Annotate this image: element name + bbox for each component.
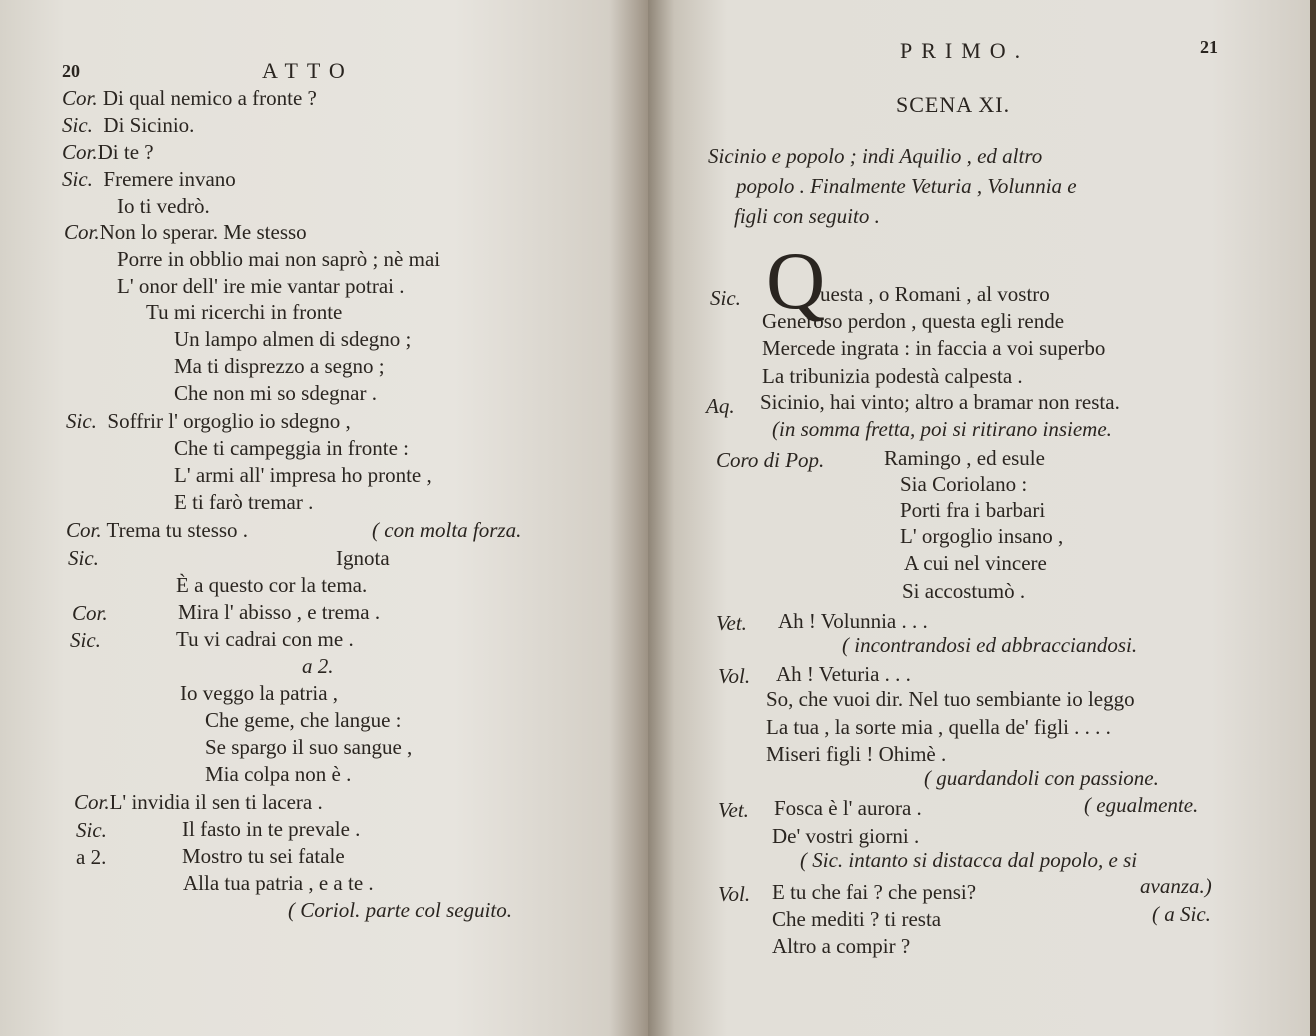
verse-line: Tu vi cadrai con me . (176, 627, 354, 651)
stage-direction: ( Coriol. parte col seguito. (288, 898, 512, 922)
speaker-label: Vet. (716, 611, 747, 635)
speaker-label: Sic. (76, 818, 107, 842)
stage-direction: ( a Sic. (1152, 902, 1211, 926)
left-page (0, 0, 648, 1036)
verse-line: La tua , la sorte mia , quella de' figli . . . . (766, 715, 1111, 739)
verse-line: Io veggo la patria , (180, 681, 339, 705)
verse-line: Che mediti ? ti resta (772, 907, 942, 931)
verse-line: Se spargo il suo sangue , (205, 735, 413, 759)
verse-line: A cui nel vincere (904, 551, 1047, 575)
verse-line: Cor.Non lo sperar. Me stesso (64, 220, 307, 244)
verse-line: L' onor dell' ire mie vantar potrai . (117, 274, 405, 298)
verse-line: Generoso perdon , questa egli rende (762, 309, 1065, 333)
verse-line: Cor.Di te ? (62, 140, 154, 164)
speaker-label: Vet. (718, 798, 749, 822)
verse-line: Cor. Trema tu stesso . (66, 518, 249, 542)
book-edge (1310, 0, 1316, 1036)
verse-line: La tribunizia podestà calpesta . (762, 364, 1023, 388)
stage-direction: ( guardandoli con passione. (924, 766, 1159, 790)
verse-line: Porti fra i barbari (900, 498, 1046, 522)
verse-line: So, che vuoi dir. Nel tuo sembiante io leggo (766, 687, 1135, 711)
verse-line: Ah ! Volunnia . . . (778, 609, 928, 633)
speaker-label: a 2. (76, 845, 107, 869)
verse-line: Cor. Di qual nemico a fronte ? (62, 86, 317, 110)
page-number-right: 21 (1200, 37, 1218, 57)
speaker-label: Sic. (68, 546, 99, 570)
verse-line: Sic. Fremere invano (62, 167, 236, 191)
verse-line: Ah ! Veturia . . . (776, 662, 911, 686)
verse-line: Si accostumò . (902, 579, 1026, 603)
verse-line: Ignota (336, 546, 390, 570)
verse-line: È a questo cor la tema. (176, 573, 368, 597)
scene-direction-line: popolo . Finalmente Veturia , Volunnia e (736, 174, 1077, 198)
verse-line: uesta , o Romani , al vostro (820, 282, 1050, 306)
running-header-left: ATTO (262, 58, 354, 83)
stage-direction: avanza.) (1140, 874, 1212, 898)
verse-line: Mercede ingrata : in faccia a voi superbo (762, 336, 1106, 360)
verse-line: Mira l' abisso , e trema . (178, 600, 381, 624)
scene-title: SCENA XI. (896, 92, 1011, 117)
verse-line: Altro a compir ? (772, 934, 911, 958)
stage-direction: ( con molta forza. (372, 518, 522, 542)
speaker-label: Coro di Pop. (716, 448, 825, 472)
drop-cap: Q (766, 235, 826, 326)
verse-line: Ma ti disprezzo a segno ; (174, 354, 385, 378)
verse-line: L' armi all' impresa ho pronte , (174, 463, 432, 487)
running-header-right: PRIMO. (900, 38, 1030, 63)
stage-direction: ( incontrandosi ed abbracciandosi. (842, 633, 1138, 657)
verse-line: Tu mi ricerchi in fronte (146, 300, 343, 324)
verse-line: L' orgoglio insano , (900, 524, 1064, 548)
verse-line: Alla tua patria , e a te . (183, 871, 374, 895)
verse-line: E tu che fai ? che pensi? (772, 880, 977, 904)
verse-line: Sia Coriolano : (900, 472, 1028, 496)
verse-line: Ramingo , ed esule (884, 446, 1045, 470)
page-number-left: 20 (62, 61, 80, 81)
speaker-label: Vol. (718, 664, 751, 688)
a-due-label: a 2. (302, 654, 334, 678)
verse-line: Io ti vedrò. (117, 194, 210, 218)
verse-line: Porre in obblio mai non saprò ; nè mai (117, 247, 441, 271)
speaker-label: Vol. (718, 882, 751, 906)
scene-direction-line: figli con seguito . (734, 204, 880, 228)
speaker-label: Aq. (706, 394, 735, 418)
verse-line: Fosca è l' aurora . (774, 796, 922, 820)
verse-line: Sic. Soffrir l' orgoglio io sdegno , (66, 409, 351, 433)
speaker-label: Sic. (70, 628, 101, 652)
verse-line: Sicinio, hai vinto; altro a bramar non resta. (760, 390, 1120, 414)
speaker-label: Cor. (72, 601, 108, 625)
speaker-label: Sic. (710, 286, 741, 310)
verse-line: Mia colpa non è . (205, 762, 352, 786)
right-page (648, 0, 1310, 1036)
scene-direction-line: Sicinio e popolo ; indi Aquilio , ed altro (708, 144, 1043, 168)
verse-line: Il fasto in te prevale . (182, 817, 361, 841)
verse-line: E ti farò tremar . (174, 490, 314, 514)
verse-line: Sic. Di Sicinio. (62, 113, 195, 137)
verse-line: Un lampo almen di sdegno ; (174, 327, 412, 351)
stage-direction: ( egualmente. (1084, 793, 1199, 817)
verse-line: De' vostri giorni . (772, 824, 920, 848)
verse-line: Mostro tu sei fatale (182, 844, 345, 868)
verse-line: Miseri figli ! Ohimè . (766, 742, 947, 766)
stage-direction: ( Sic. intanto si distacca dal popolo, e si (800, 848, 1138, 872)
stage-direction: (in somma fretta, poi si ritirano insieme. (772, 417, 1112, 441)
verse-line: Che non mi so sdegnar . (174, 381, 377, 405)
verse-line: Che geme, che langue : (205, 708, 402, 732)
verse-line: Cor.L' invidia il sen ti lacera . (74, 790, 323, 814)
verse-line: Che ti campeggia in fronte : (174, 436, 410, 460)
